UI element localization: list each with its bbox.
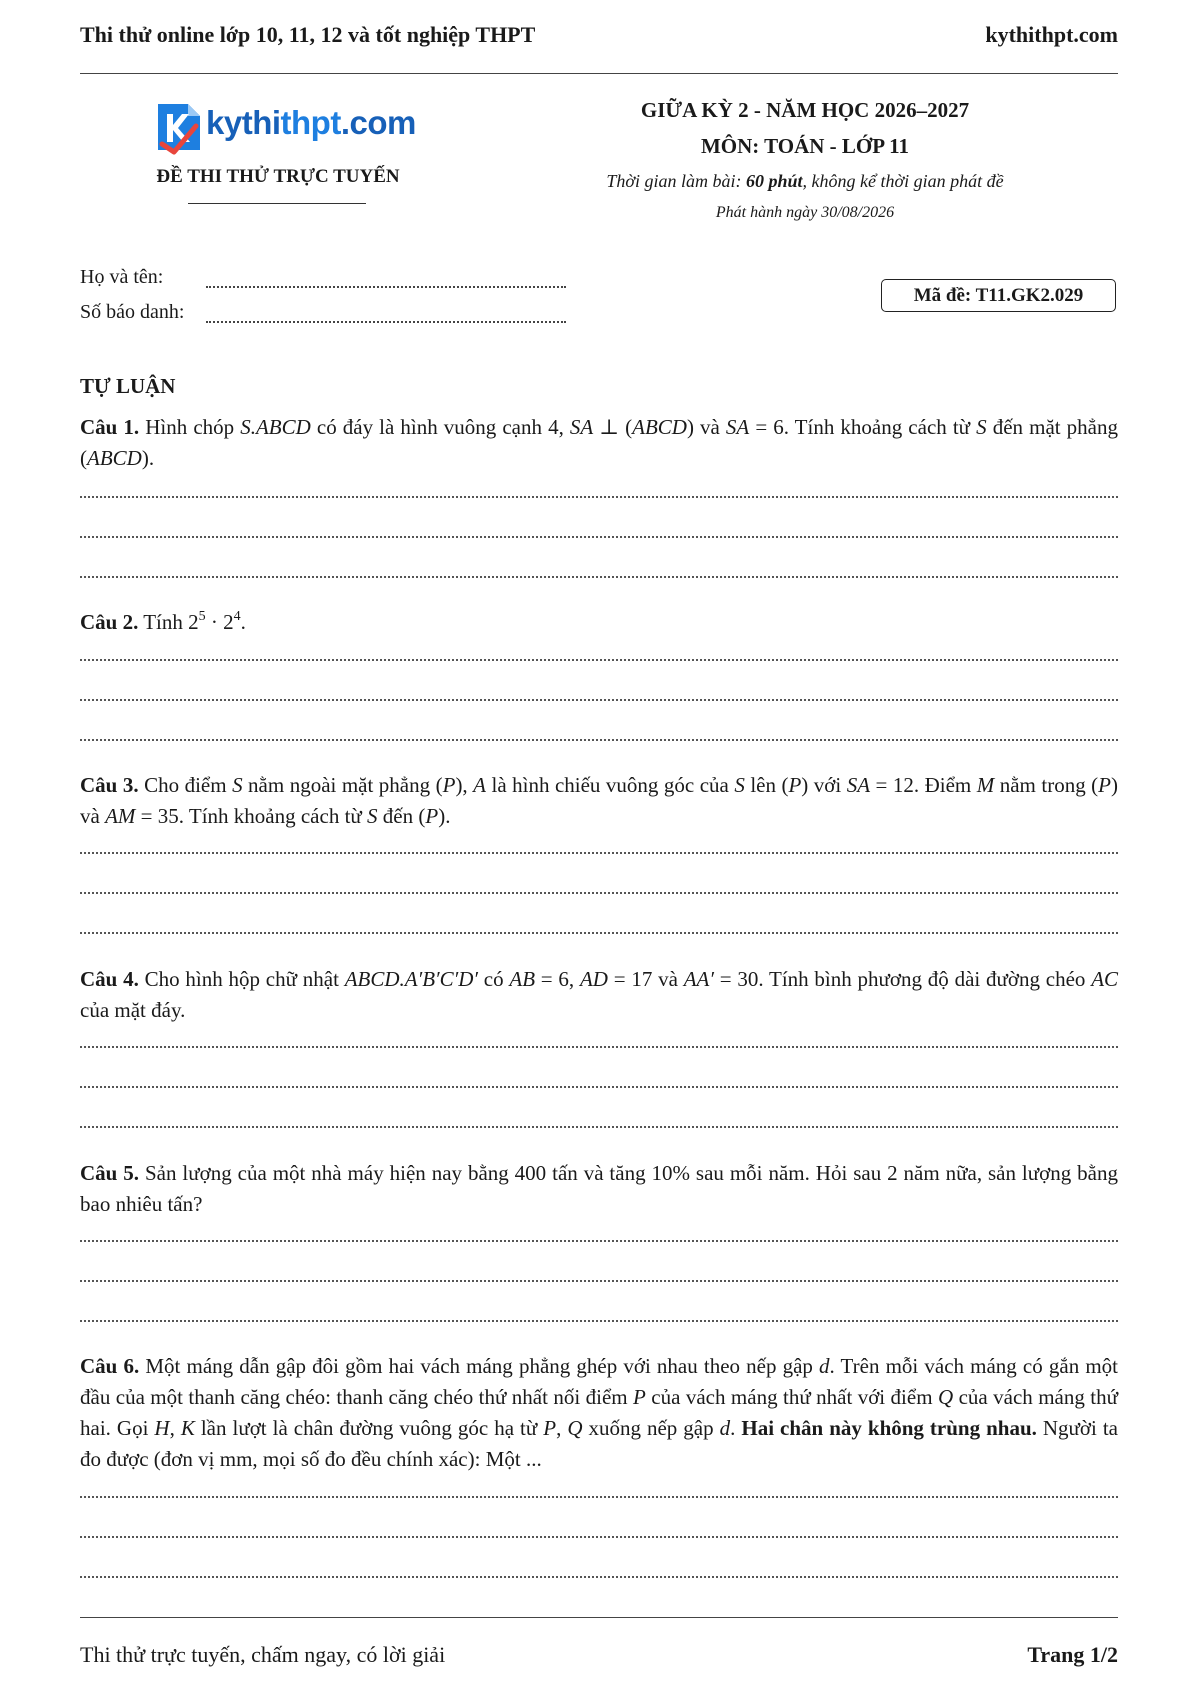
q4-text: = 30. Tính bình phương độ dài đường chéo bbox=[713, 967, 1092, 991]
q3-text: ). bbox=[438, 804, 451, 828]
q1-text: ⊥ ( bbox=[593, 415, 633, 439]
footer-tagline: Thi thử trực tuyến, chấm ngay, có lời giải bbox=[80, 1642, 446, 1667]
q3-math: SA bbox=[846, 773, 871, 797]
page-number: Trang 1/2 bbox=[1027, 1642, 1118, 1667]
q1-text: Hình chóp bbox=[139, 415, 241, 439]
q6-text: của vách máng thứ hai. Gọi bbox=[80, 1385, 1118, 1440]
header-rule bbox=[80, 73, 1118, 74]
q6-math: P bbox=[543, 1416, 557, 1440]
answer-line bbox=[80, 576, 1118, 578]
q4-text: = 6, bbox=[535, 967, 580, 991]
q3-math: S bbox=[734, 773, 745, 797]
exam-time-suffix: , không kể thời gian phát đề bbox=[802, 171, 1004, 191]
q2-text: · 2 bbox=[205, 610, 234, 634]
q6-math: P bbox=[633, 1385, 646, 1409]
exam-issued-date: Phát hành ngày 30/08/2026 bbox=[715, 204, 895, 221]
question-1 bbox=[80, 412, 1118, 474]
question-2-label: Câu 2. bbox=[80, 610, 139, 634]
answer-line bbox=[80, 496, 1118, 498]
q1-text: ) và bbox=[686, 415, 726, 439]
q4-text: Cho hình hộp chữ nhật bbox=[138, 967, 345, 991]
answer-line bbox=[80, 1496, 1118, 1498]
logo-emblem-icon bbox=[152, 100, 206, 156]
q4-math: ABCD.A′B′C′D′ bbox=[344, 967, 478, 991]
logo-subtitle-underline bbox=[188, 203, 366, 204]
question-2 bbox=[80, 607, 1118, 638]
answer-line bbox=[80, 1320, 1118, 1322]
q2-exponent: 5 bbox=[198, 609, 206, 624]
q1-math: S.ABCD bbox=[240, 415, 311, 439]
q1-text: có đáy là hình vuông cạnh 4, bbox=[310, 415, 570, 439]
answer-line bbox=[80, 932, 1118, 934]
question-1-label: Câu 1. bbox=[80, 415, 140, 439]
q6-math: K bbox=[180, 1416, 195, 1440]
q1-math: ABCD bbox=[632, 415, 687, 439]
header-left-text: Thi thử online lớp 10, 11, 12 và tốt nghiệp THPT bbox=[80, 22, 536, 47]
name-field-dotted-line bbox=[206, 286, 566, 288]
q6-text: xuống nếp gập bbox=[582, 1416, 720, 1440]
q1-math: SA bbox=[569, 415, 594, 439]
q4-math: AB bbox=[509, 967, 536, 991]
q3-math: P bbox=[442, 773, 456, 797]
logo-subtitle: ĐỀ THI THỬ TRỰC TUYẾN bbox=[156, 166, 400, 187]
q3-math: P bbox=[788, 773, 802, 797]
q6-math: d bbox=[719, 1416, 731, 1440]
q6-text: . bbox=[730, 1416, 742, 1440]
exam-time-prefix: Thời gian làm bài: bbox=[606, 171, 746, 191]
q6-math: d bbox=[819, 1354, 830, 1378]
q1-math: SA bbox=[725, 415, 750, 439]
section-title: TỰ LUẬN bbox=[80, 374, 176, 398]
q6-math: Q bbox=[937, 1385, 954, 1409]
q3-text: ) với bbox=[801, 773, 847, 797]
q3-text: nằm ngoài mặt phẳng ( bbox=[242, 773, 443, 797]
answer-line bbox=[80, 659, 1118, 661]
question-4-label: Câu 4. bbox=[80, 967, 139, 991]
question-5 bbox=[80, 1158, 1118, 1220]
q3-math: S bbox=[367, 804, 378, 828]
q6-math: H bbox=[154, 1416, 170, 1440]
logo-text-thpt: thpt bbox=[280, 104, 341, 141]
q6-bold-note: Hai chân này không trùng nhau. bbox=[741, 1416, 1037, 1440]
q3-math: M bbox=[976, 773, 995, 797]
q3-text: Cho điểm bbox=[138, 773, 233, 797]
question-4 bbox=[80, 964, 1118, 1026]
q1-text: đến mặt phẳng ( bbox=[80, 415, 1118, 470]
q1-text: = 6. Tính khoảng cách từ bbox=[749, 415, 977, 439]
question-6 bbox=[80, 1351, 1118, 1475]
q3-text: ), bbox=[455, 773, 474, 797]
answer-line bbox=[80, 892, 1118, 894]
student-id-dotted-line bbox=[206, 321, 566, 323]
q4-math: AA′ bbox=[683, 967, 714, 991]
q3-text: ) và bbox=[80, 773, 1118, 828]
q3-math: S bbox=[232, 773, 243, 797]
q4-text: của mặt đáy. bbox=[80, 998, 186, 1022]
q6-text: lần lượt là chân đường vuông góc hạ từ bbox=[194, 1416, 544, 1440]
q1-math: S bbox=[976, 415, 987, 439]
exam-title: GIỮA KỲ 2 - NĂM HỌC 2026–2027 bbox=[640, 98, 970, 122]
q3-text: nằm trong ( bbox=[994, 773, 1099, 797]
q2-text: . bbox=[240, 610, 246, 634]
q3-text: = 12. Điểm bbox=[870, 773, 977, 797]
q3-math: P bbox=[1098, 773, 1111, 797]
q3-math: A bbox=[473, 773, 486, 797]
q6-text: Người ta đo được (đơn vị mm, mọi số đo đều chính xác): Một ... bbox=[80, 1416, 1119, 1471]
footer-rule bbox=[80, 1617, 1118, 1618]
exam-time-line bbox=[530, 171, 1080, 192]
kythithpt-logo bbox=[152, 100, 416, 156]
question-5-label: Câu 5. bbox=[80, 1161, 140, 1185]
student-id-label: Số báo danh: bbox=[80, 301, 185, 323]
q4-text: = 17 và bbox=[607, 967, 684, 991]
answer-line bbox=[80, 1240, 1118, 1242]
answer-line bbox=[80, 699, 1118, 701]
q2-exponent: 4 bbox=[233, 609, 241, 624]
exam-time-value: 60 phút bbox=[746, 171, 803, 191]
q2-text: Tính 2 bbox=[138, 610, 199, 634]
answer-line bbox=[80, 1086, 1118, 1088]
q1-math: ABCD bbox=[87, 446, 142, 470]
q3-text: = 35. Tính khoảng cách từ bbox=[135, 804, 368, 828]
q3-math: P bbox=[425, 804, 439, 828]
q1-text: ). bbox=[141, 446, 155, 470]
question-3 bbox=[80, 770, 1118, 832]
q6-text: Một máng dẫn gập đôi gồm hai vách máng phẳng ghép với nhau theo nếp gập bbox=[139, 1354, 820, 1378]
q3-text: là hình chiếu vuông góc của bbox=[486, 773, 735, 797]
q6-text: , bbox=[169, 1416, 181, 1440]
q4-math: AC bbox=[1091, 967, 1119, 991]
answer-line bbox=[80, 852, 1118, 854]
answer-line bbox=[80, 1126, 1118, 1128]
logo-text-kythi: kythi bbox=[206, 104, 281, 141]
answer-line bbox=[80, 739, 1118, 741]
logo-wordmark bbox=[206, 104, 416, 142]
answer-line bbox=[80, 536, 1118, 538]
answer-line bbox=[80, 1536, 1118, 1538]
q6-text: , bbox=[556, 1416, 568, 1440]
question-6-label: Câu 6. bbox=[80, 1354, 140, 1378]
q3-text: đến ( bbox=[377, 804, 426, 828]
header-site-text: kythithpt.com bbox=[985, 22, 1118, 47]
q4-text: có bbox=[478, 967, 510, 991]
exam-code-box: Mã đề: T11.GK2.029 bbox=[881, 279, 1116, 312]
q3-text: lên ( bbox=[744, 773, 789, 797]
answer-line bbox=[80, 1576, 1118, 1578]
exam-subject: MÔN: TOÁN - LỚP 11 bbox=[700, 134, 910, 158]
name-label: Họ và tên: bbox=[80, 266, 164, 288]
answer-line bbox=[80, 1280, 1118, 1282]
question-3-label: Câu 3. bbox=[80, 773, 139, 797]
q4-math: AD bbox=[579, 967, 608, 991]
logo-text-com: .com bbox=[340, 104, 416, 141]
q3-math: AM bbox=[105, 804, 136, 828]
q6-text: của vách máng thứ nhất với điểm bbox=[645, 1385, 938, 1409]
q6-math: Q bbox=[567, 1416, 583, 1440]
q6-text: . Trên mỗi vách máng có gắn một đầu của một thanh căng chéo: thanh căng chéo thứ nhất nối điểm bbox=[80, 1354, 1118, 1409]
answer-line bbox=[80, 1046, 1118, 1048]
q5-text: Sản lượng của một nhà máy hiện nay bằng 400 tấn và tăng 10% sau mỗi năm. Hỏi sau 2 năm nữa, sản lượng bằng bao nhiêu tấn? bbox=[80, 1161, 1118, 1216]
